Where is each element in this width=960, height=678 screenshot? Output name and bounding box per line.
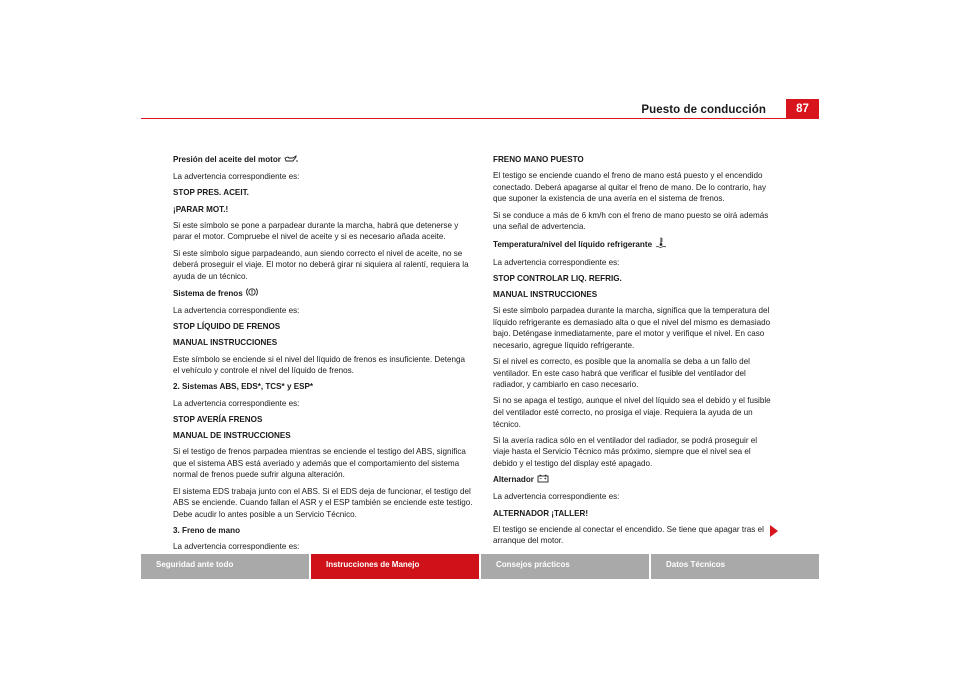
paragraph bbox=[173, 541, 473, 553]
paragraph-text: 3. Freno de mano bbox=[173, 525, 241, 535]
header-rule bbox=[141, 118, 819, 119]
paragraph-text: 2. Sistemas ABS, EDS*, TCS* y ESP* bbox=[173, 382, 314, 392]
footer-tab-label: Instrucciones de Manejo bbox=[326, 560, 420, 569]
paragraph bbox=[493, 356, 773, 391]
paragraph-heading bbox=[493, 237, 773, 252]
svg-text:!: ! bbox=[250, 289, 253, 296]
paragraph-text: MANUAL INSTRUCCIONES bbox=[173, 338, 278, 348]
footer-tab-label: Consejos prácticos bbox=[496, 560, 570, 569]
paragraph-text: ALTERNADOR ¡TALLER! bbox=[493, 508, 589, 518]
brake-warning-icon bbox=[246, 287, 258, 301]
paragraph-heading bbox=[493, 508, 773, 520]
footer-tab-label: Datos Técnicos bbox=[666, 560, 726, 569]
paragraph bbox=[493, 170, 773, 205]
paragraph-text: Si no se apaga el testigo, aunque el nivel del líquido sea el debido y el fusible del ventilador esté correcto, no prosiga el viaje. Requiera la ayuda de un técnico. bbox=[493, 396, 771, 429]
paragraph bbox=[493, 435, 773, 470]
footer-tab[interactable] bbox=[479, 554, 649, 579]
paragraph-text: Si este símbolo sigue parpadeando, aun siendo correcto el nivel de aceite, no se deberá proseguir el viaje. El motor no deberá girar ni siquiera al ralentí, requiera la ayuda de un técnico. bbox=[173, 248, 469, 281]
paragraph-text: La advertencia correspondiente es: bbox=[173, 306, 300, 316]
paragraph bbox=[493, 257, 773, 269]
paragraph bbox=[493, 210, 773, 233]
paragraph-text: Si la avería radica sólo en el ventilador del radiador, se podrá proseguir el viaje hasta el Servicio Técnico más próximo, siempre que el nivel sea el debido y el testigo del display esté apagado. bbox=[493, 435, 758, 468]
page-header-title: Puesto de conducción bbox=[641, 104, 766, 116]
paragraph-heading bbox=[173, 187, 473, 199]
paragraph-text: FRENO MANO PUESTO bbox=[493, 155, 584, 164]
paragraph bbox=[173, 446, 473, 481]
paragraph-text: La advertencia correspondiente es: bbox=[173, 172, 300, 182]
paragraph bbox=[493, 305, 773, 351]
paragraph-text: La advertencia correspondiente es: bbox=[493, 492, 620, 502]
paragraph-text: La advertencia correspondiente es: bbox=[173, 398, 300, 408]
right-text-column bbox=[493, 154, 773, 552]
paragraph-text: Alternador bbox=[493, 475, 534, 485]
left-text-column bbox=[173, 154, 473, 557]
paragraph-text: ¡PARAR MOT.! bbox=[173, 204, 229, 214]
paragraph-heading bbox=[173, 337, 473, 349]
paragraph-heading bbox=[173, 381, 473, 393]
paragraph-text: Presión del aceite del motor bbox=[173, 155, 281, 164]
paragraph-text: Si este símbolo parpadea durante la marcha, significa que la temperatura del líquido refrigerante es demasiado alta o que el nivel del mismo es demasiado bajo. Deténgase inmediatamente, pare el motor y verifique el nivel. En caso necesario, agregue líquido refrigerante. bbox=[493, 306, 771, 350]
paragraph-heading bbox=[173, 321, 473, 333]
paragraph-text: Temperatura/nivel del líquido refrigerante bbox=[493, 240, 653, 250]
paragraph-heading bbox=[173, 287, 473, 301]
paragraph bbox=[493, 491, 773, 503]
paragraph-text: STOP CONTROLAR LIQ. REFRIG. bbox=[493, 273, 622, 283]
paragraph bbox=[173, 305, 473, 317]
paragraph-heading bbox=[493, 273, 773, 285]
paragraph-text: Si el nivel es correcto, es posible que la anomalía se deba a un fallo del ventilador. En este caso habrá que verificar el fusible del ventilador del radiador, y cambiarlo en caso necesario. bbox=[493, 357, 750, 390]
paragraph-text: La advertencia correspondiente es: bbox=[493, 257, 620, 267]
oil-can-icon bbox=[284, 155, 298, 167]
paragraph-text: El sistema EDS trabaja junto con el ABS. Si el EDS deja de funcionar, el testigo del ABS se enciende. Cuando fallan el ASR y el ESP también se enciende este testigo. Debe acudir lo antes posible a un Servicio Técnico. bbox=[173, 486, 473, 519]
paragraph-heading bbox=[493, 474, 773, 487]
paragraph-text: Si el testigo de frenos parpadea mientras se enciende el testigo del ABS, significa que el sistema ABS está averiado y además que el comportamiento del sistema normal de frenos puede sufrir alguna alteración. bbox=[173, 447, 466, 480]
battery-icon bbox=[537, 474, 549, 487]
paragraph-text: MANUAL INSTRUCCIONES bbox=[493, 289, 598, 299]
paragraph-heading bbox=[493, 154, 773, 166]
footer-navigation bbox=[141, 554, 819, 579]
paragraph bbox=[173, 354, 473, 377]
paragraph bbox=[173, 398, 473, 410]
footer-tab[interactable] bbox=[309, 554, 479, 579]
paragraph-text: STOP PRES. ACEIT. bbox=[173, 188, 249, 198]
paragraph-text: La advertencia correspondiente es: bbox=[173, 542, 300, 552]
paragraph-heading bbox=[173, 430, 473, 442]
continue-arrow-icon[interactable] bbox=[770, 525, 778, 537]
paragraph bbox=[173, 486, 473, 521]
footer-tab-label: Seguridad ante todo bbox=[156, 560, 234, 569]
paragraph bbox=[493, 395, 773, 430]
paragraph-text: MANUAL DE INSTRUCCIONES bbox=[173, 431, 291, 440]
paragraph-text: STOP AVERÍA FRENOS bbox=[173, 414, 263, 424]
paragraph-heading bbox=[493, 289, 773, 301]
paragraph-text: Sistema de frenos bbox=[173, 288, 243, 298]
paragraph-heading bbox=[173, 204, 473, 216]
paragraph-heading bbox=[173, 414, 473, 426]
paragraph bbox=[173, 171, 473, 183]
coolant-temperature-icon bbox=[655, 237, 667, 252]
paragraph bbox=[493, 524, 773, 547]
paragraph bbox=[173, 220, 473, 243]
paragraph-text: Si este símbolo se pone a parpadear durante la marcha, habrá que detenerse y parar el motor. Compruebe el nivel de aceite y si es necesario añada aceite. bbox=[173, 220, 459, 242]
paragraph-text: Este símbolo se enciende si el nivel del líquido de frenos es insuficiente. Detenga el vehículo y controle el nivel del líquido de frenos. bbox=[173, 354, 465, 376]
footer-tab[interactable] bbox=[141, 554, 309, 579]
paragraph-heading bbox=[173, 154, 473, 167]
page-number-badge: 87 bbox=[786, 99, 819, 119]
paragraph-text: El testigo se enciende cuando el freno de mano está puesto y el encendido conectado. Deberá apagarse al quitar el freno de mano. De lo contrario, hay que suponer la existencia de una avería en el sistema de frenos. bbox=[493, 171, 767, 204]
footer-tab[interactable] bbox=[649, 554, 819, 579]
paragraph-text: El testigo se enciende al conectar el encendido. Se tiene que apagar tras el arranque del motor. bbox=[493, 524, 764, 546]
paragraph-heading bbox=[173, 525, 473, 537]
paragraph bbox=[173, 248, 473, 283]
paragraph-text: Si se conduce a más de 6 km/h con el freno de mano puesto se oirá además una señal de advertencia. bbox=[493, 210, 769, 232]
paragraph-text: STOP LÍQUIDO DE FRENOS bbox=[173, 322, 281, 332]
